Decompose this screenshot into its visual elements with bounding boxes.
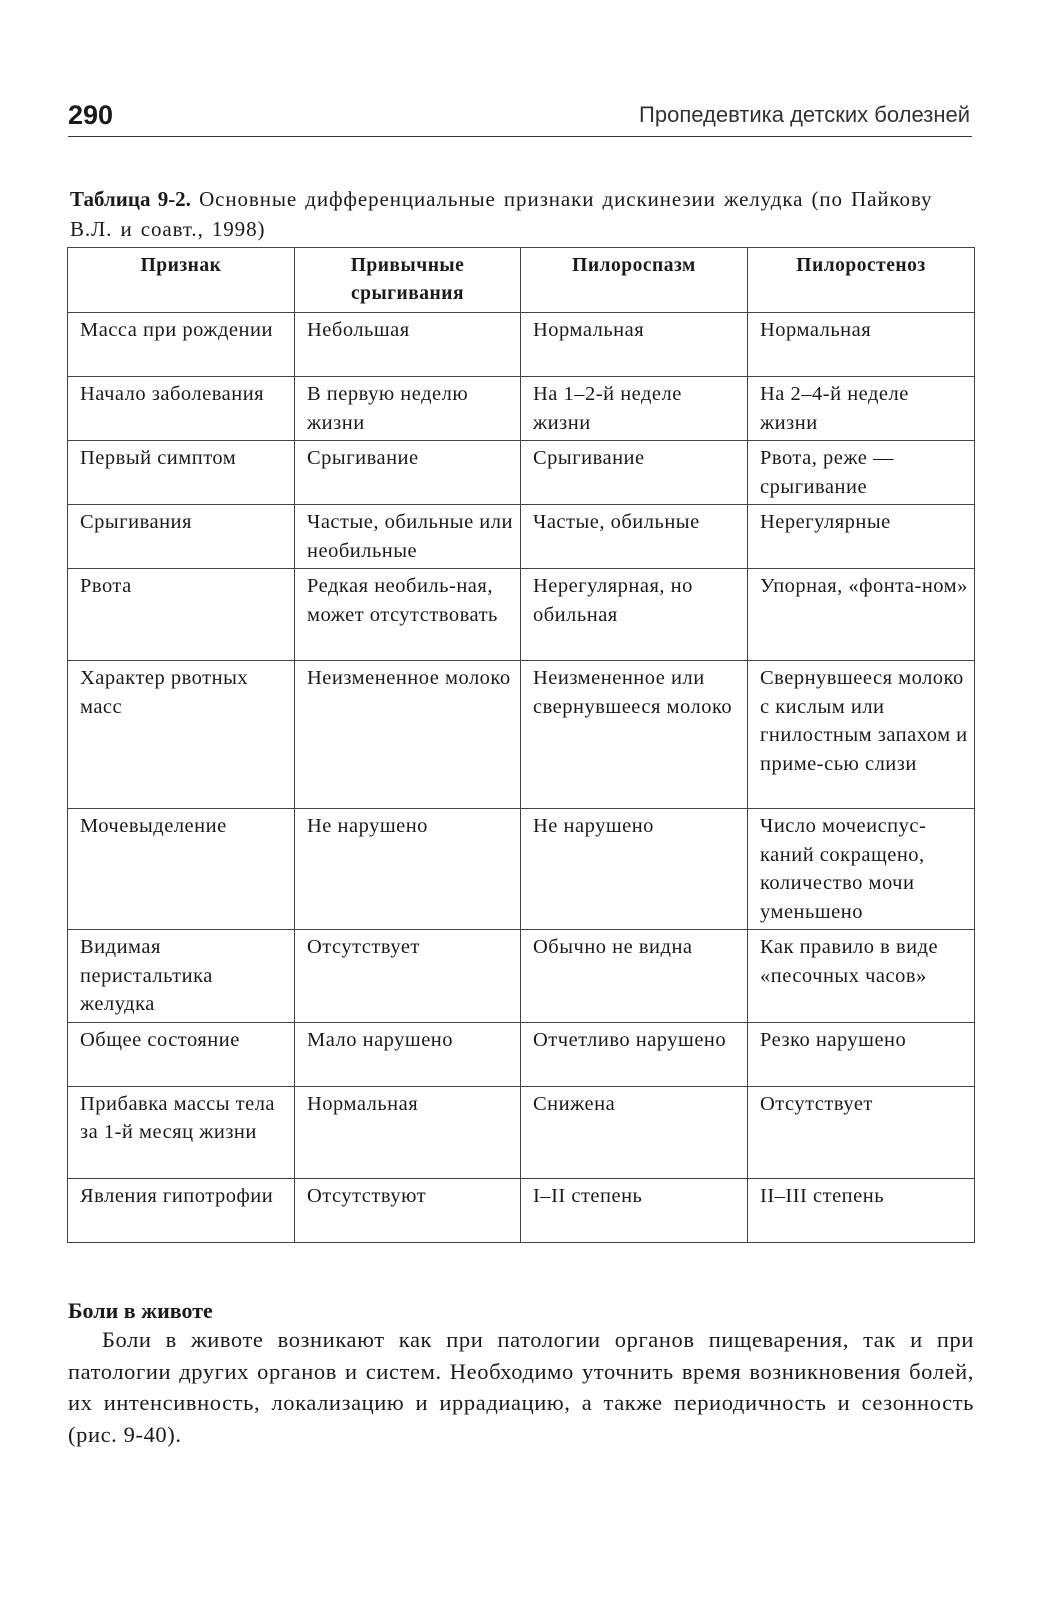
table-cell: Неизмененное или свернувшееся молоко bbox=[521, 661, 748, 809]
table-cell: Резко нарушено bbox=[748, 1022, 975, 1086]
table-cell: Срыгивание bbox=[295, 441, 521, 505]
table-cell: Срыгивания bbox=[68, 505, 295, 569]
table-cell: Частые, обильные bbox=[521, 505, 748, 569]
table-cell: Неизмененное молоко bbox=[295, 661, 521, 809]
column-header: Пилоростеноз bbox=[748, 248, 975, 313]
table-cell: Нормальная bbox=[521, 313, 748, 377]
table-cell: Отсутствует bbox=[295, 930, 521, 1023]
table-cell: II–III степень bbox=[748, 1178, 975, 1242]
table-cell: Число мочеиспус-каний сокращено, количество мочи уменьшено bbox=[748, 809, 975, 930]
table-row bbox=[68, 809, 975, 930]
table-cell: Рвота bbox=[68, 569, 295, 661]
table-cell: Срыгивание bbox=[521, 441, 748, 505]
table-cell: I–II степень bbox=[521, 1178, 748, 1242]
table-cell: Рвота, реже — срыгивание bbox=[748, 441, 975, 505]
column-header: Привычные срыгивания bbox=[295, 248, 521, 313]
table-cell: Отсутствует bbox=[748, 1086, 975, 1178]
table-cell: Общее состояние bbox=[68, 1022, 295, 1086]
differential-signs-table bbox=[67, 247, 975, 1243]
table-cell: Частые, обильные или необильные bbox=[295, 505, 521, 569]
table-cell: Масса при рождении bbox=[68, 313, 295, 377]
table-cell: Прибавка массы тела за 1-й месяц жизни bbox=[68, 1086, 295, 1178]
table-cell: Не нарушено bbox=[295, 809, 521, 930]
table-cell: В первую неделю жизни bbox=[295, 377, 521, 441]
column-header: Пилороспазм bbox=[521, 248, 748, 313]
table-cell: Характер рвотных масс bbox=[68, 661, 295, 809]
running-header bbox=[68, 96, 972, 137]
table-cell: Отчетливо нарушено bbox=[521, 1022, 748, 1086]
table-row bbox=[68, 1086, 975, 1178]
body-paragraph: Боли в животе возникают как при патологии органов пищеварения, так и при патологии других органов и систем. Необходимо уточнить время возникновения болей, их интенсивность, локализацию и иррадиацию, а также периодичность и сезонность (рис. 9-40). bbox=[68, 1327, 974, 1447]
table-caption bbox=[70, 184, 970, 244]
table-cell: Упорная, «фонта-ном» bbox=[748, 569, 975, 661]
column-header: Признак bbox=[68, 248, 295, 313]
table-row bbox=[68, 1022, 975, 1086]
table-cell: Редкая необиль-ная, может отсутствовать bbox=[295, 569, 521, 661]
table-cell: Нормальная bbox=[748, 313, 975, 377]
table-cell: На 1–2-й неделе жизни bbox=[521, 377, 748, 441]
table-cell: Обычно не видна bbox=[521, 930, 748, 1023]
table-cell: Снижена bbox=[521, 1086, 748, 1178]
section-heading: Боли в животе bbox=[68, 1298, 213, 1323]
table-row bbox=[68, 441, 975, 505]
table-cell: Свернувшееся молоко с кислым или гнилостным запахом и приме-сью слизи bbox=[748, 661, 975, 809]
table-cell: Нерегулярные bbox=[748, 505, 975, 569]
table-row bbox=[68, 505, 975, 569]
table-cell: Видимая перистальтика желудка bbox=[68, 930, 295, 1023]
table-cell: Небольшая bbox=[295, 313, 521, 377]
table-row bbox=[68, 569, 975, 661]
table-caption-text: Основные дифференциальные признаки дискинезии желудка (по Пайкову В.Л. и соавт., 1998) bbox=[70, 187, 933, 241]
table-cell: Явления гипотрофии bbox=[68, 1178, 295, 1242]
table-cell: Начало заболевания bbox=[68, 377, 295, 441]
table-cell: Не нарушено bbox=[521, 809, 748, 930]
table-row bbox=[68, 661, 975, 809]
table-cell: Мочевыделение bbox=[68, 809, 295, 930]
table-cell: Отсутствуют bbox=[295, 1178, 521, 1242]
table-cell: Первый симптом bbox=[68, 441, 295, 505]
table-cell: Нерегулярная, но обильная bbox=[521, 569, 748, 661]
table-row bbox=[68, 930, 975, 1023]
table-row bbox=[68, 1178, 975, 1242]
running-title: Пропедевтика детских болезней bbox=[639, 102, 970, 127]
page-number: 290 bbox=[68, 100, 114, 130]
table-cell: На 2–4-й неделе жизни bbox=[748, 377, 975, 441]
table-cell: Как правило в виде «песочных часов» bbox=[748, 930, 975, 1023]
table-cell: Мало нарушено bbox=[295, 1022, 521, 1086]
table-header-row bbox=[68, 248, 975, 313]
table-row bbox=[68, 313, 975, 377]
table-row bbox=[68, 377, 975, 441]
table-caption-label: Таблица 9-2. bbox=[70, 187, 191, 211]
table-cell: Нормальная bbox=[295, 1086, 521, 1178]
